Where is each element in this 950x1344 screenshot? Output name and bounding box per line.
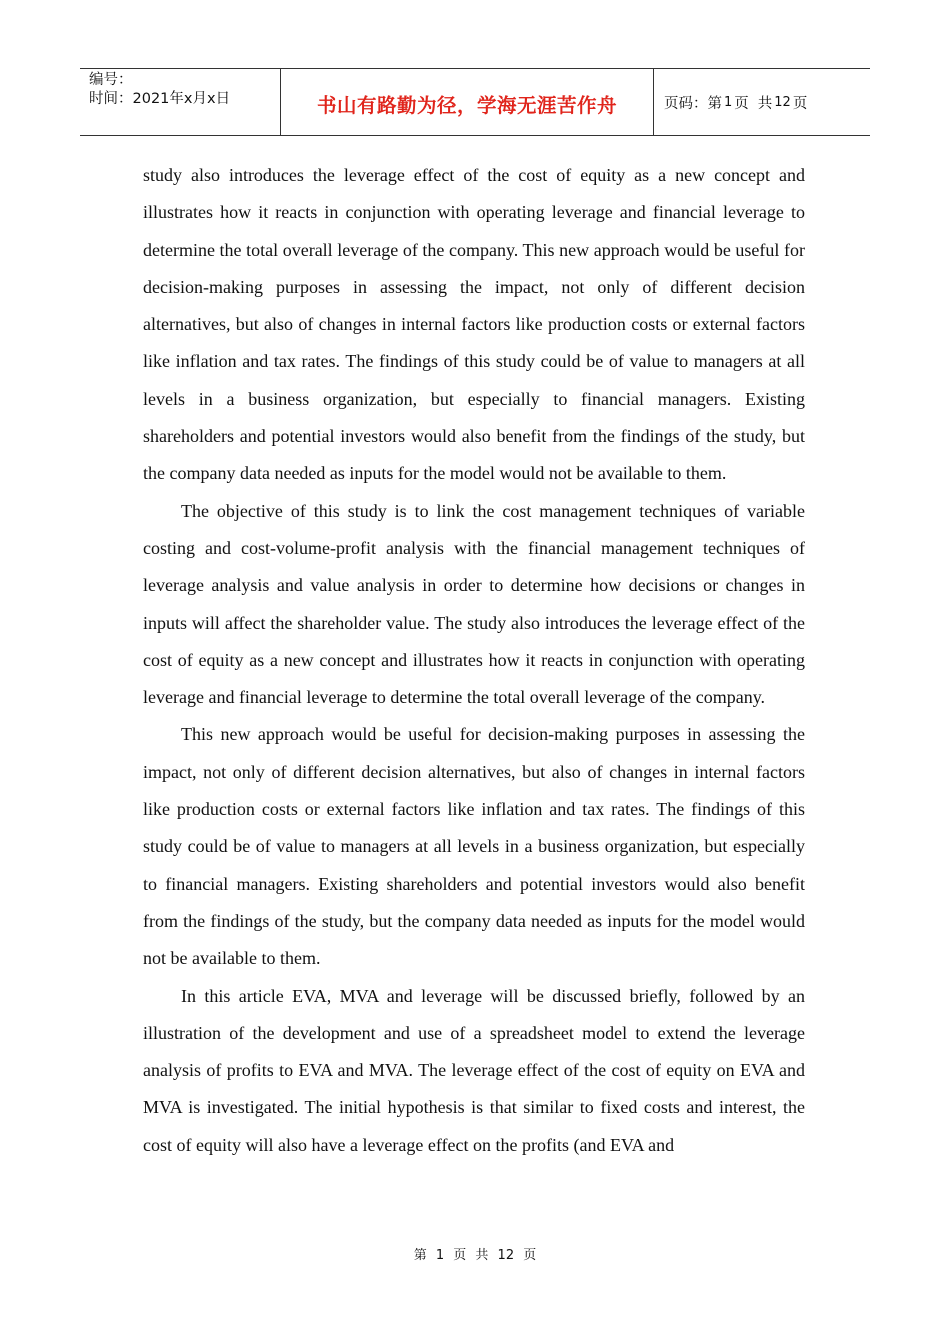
page-footer: 第 1 页 共 12 页	[413, 1248, 537, 1263]
paragraph: In this article EVA, MVA and leverage will be discussed briefly, followed by an illustration of the development and use of a spreadsheet model to extend the leverage analysis of profits to EVA and MVA. The leverage effect of the cost of equity on EVA and MVA is investigated. The initial hypothesis is that similar to fixed costs and interest, the cost of equity will also have a leverage effect on the profits (and EVA and	[143, 985, 805, 1155]
paragraph: This new approach would be useful for decision-making purposes in assessing the impact, not only of different decision alternatives, but also of changes in internal factors like production costs or external factors like inflation and tax rates. The findings of this study could be of value to managers at all levels in a business organization, but especially to financial managers. Existing shareholders and potential investors would also benefit from the findings of the study, but the company data needed as inputs for the model would not be available to them.	[143, 724, 805, 969]
document-body	[143, 157, 805, 1164]
page-current: 1	[724, 95, 733, 110]
document-date: 时间：2021年x月x日	[89, 91, 231, 107]
header-page-info	[654, 69, 870, 135]
total-suffix: 页	[792, 96, 808, 112]
header-motto: 书山有路勤为径，学海无涯苦作舟	[281, 69, 654, 135]
page-prefix: 页码：第	[664, 96, 722, 112]
total-prefix: 共	[757, 96, 773, 112]
page-mid: 页	[734, 96, 749, 112]
document-number-label: 编号：	[89, 72, 133, 88]
paragraph: The objective of this study is to link the cost management techniques of variable costing and cost-volume-profit analysis with the financial management techniques of leverage analysis and value analysis in order to determine how decisions or changes in inputs will affect the shareholder value. The study also introduces the leverage effect of the cost of equity as a new concept and illustrates how it reacts in conjunction with operating leverage and financial leverage to determine the total overall leverage of the company.	[143, 500, 805, 708]
page-total: 12	[774, 95, 791, 110]
paragraph: study also introduces the leverage effect of the cost of equity as a new concept and illustrates how it reacts in conjunction with operating leverage and financial leverage to determine the total overall leverage of the company. This new approach would be useful for decision-making purposes in assessing the impact, not only of different decision alternatives, but also of changes in internal factors like production costs or external factors like inflation and tax rates. The findings of this study could be of value to managers at all levels in a business organization, but especially to financial managers. Existing shareholders and potential investors would also benefit from the findings of the study, but the company data needed as inputs for the model would not be available to them.	[143, 165, 805, 484]
page-header	[80, 68, 870, 136]
header-meta	[80, 69, 281, 135]
